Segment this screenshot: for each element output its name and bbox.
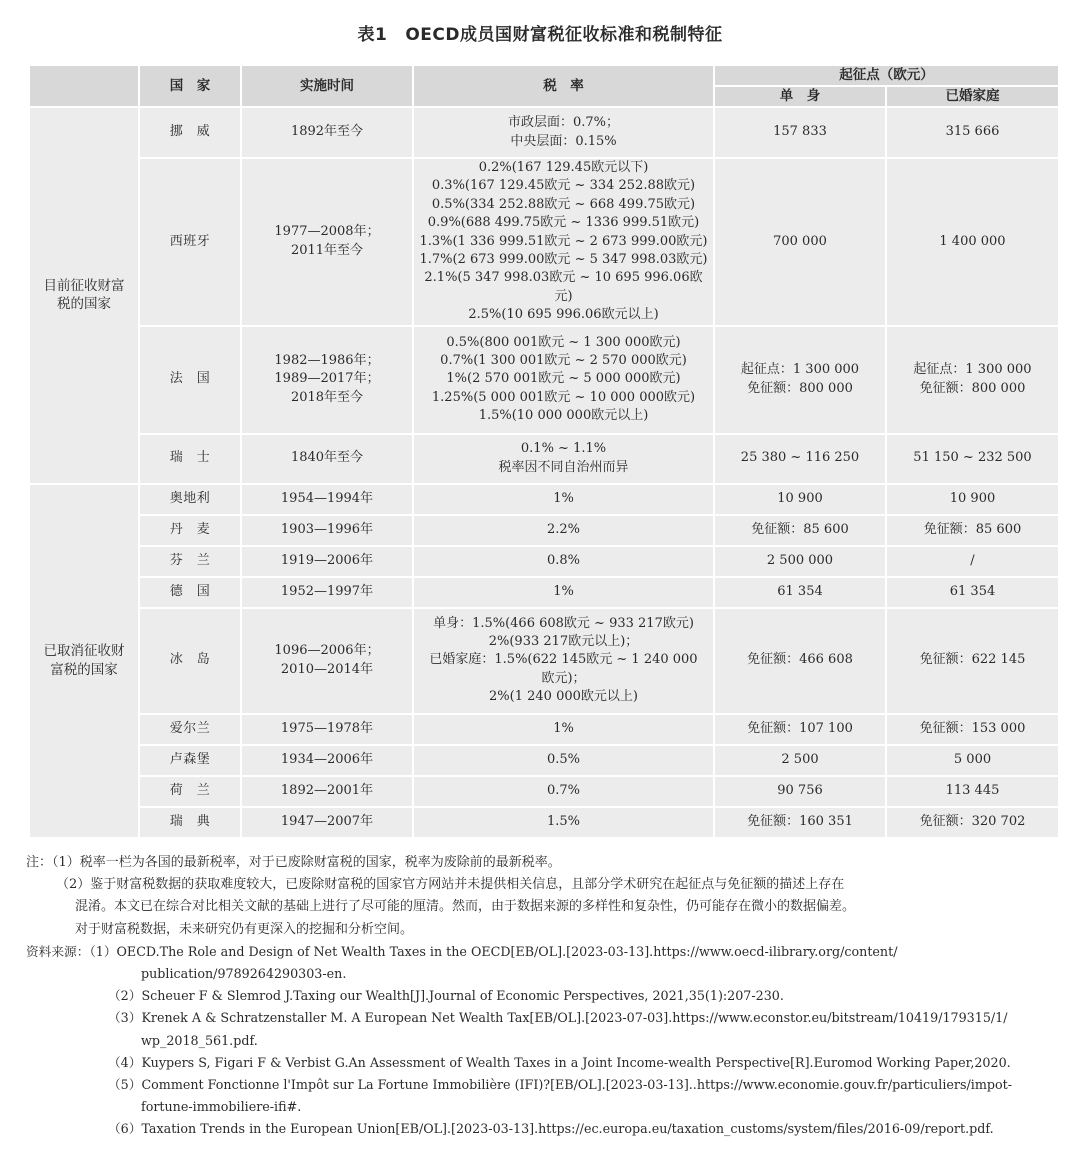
period-cell: 1982—1986年； 1989—2017年； 2018年至今	[241, 326, 413, 434]
table-row	[29, 745, 1059, 776]
country-cell: 爱尔兰	[139, 714, 241, 745]
note-2-line-1: （2）鉴于财富税数据的获取难度较大，已废除财富税的国家官方网站并未提供相关信息，且部分学术研究在起征点与免征额的描述上存在	[56, 877, 845, 893]
single-cell: 免征额：85 600	[714, 515, 886, 546]
rate-cell: 0.7%	[413, 776, 714, 807]
married-cell: /	[886, 546, 1059, 577]
country-cell: 丹 麦	[139, 515, 241, 546]
table-row	[29, 484, 1059, 515]
married-cell: 免征额：622 145	[886, 608, 1059, 714]
table-row	[29, 807, 1059, 838]
table-row	[29, 515, 1059, 546]
rate-cell: 1%	[413, 577, 714, 608]
header-rate: 税 率	[413, 65, 714, 107]
source-1-line-1: 资料来源：（1）OECD.The Role and Design of Net Wealth Taxes in the OECD[EB/OL].[2023-03-13].https://www.oecd-ilibrary.org/content/	[26, 943, 898, 959]
married-cell: 5 000	[886, 745, 1059, 776]
source-6: （6）Taxation Trends in the European Union[EB/OL].[2023-03-13].https://ec.europa.eu/taxation_customs/system/files/2016-09/report.pdf.	[108, 1121, 994, 1137]
single-cell: 免征额：466 608	[714, 608, 886, 714]
rate-cell: 0.2%(167 129.45欧元以下) 0.3%(167 129.45欧元 ~ 334 252.88欧元) 0.5%(334 252.88欧元 ~ 668 499.75欧元) 0.9%(688 499.75欧元 ~ 1336 999.51欧元) 1.3%(1 336 999.51欧元 ~ 2 673 999.00欧元) 1.7%(2 673 999.00欧元 ~ 5 347 998.03欧元) 2.1%(5 347 998.03欧元 ~ 10 695 996.06欧元) 2.5%(10 695 996.06欧元以上)	[413, 158, 714, 326]
table-row	[29, 158, 1059, 326]
table-row	[29, 326, 1059, 434]
table-row	[29, 546, 1059, 577]
rate-cell: 2.2%	[413, 515, 714, 546]
country-cell: 荷 兰	[139, 776, 241, 807]
note-1: 注：（1）税率一栏为各国的最新税率，对于已废除财富税的国家，税率为废除前的最新税率。	[26, 855, 561, 870]
married-cell: 免征额：85 600	[886, 515, 1059, 546]
note-2-line-2: 混淆。本文已在综合对比相关文献的基础上进行了尽可能的厘清。然而，由于数据来源的多样性和复杂性，仍可能存在微小的数据偏差。	[75, 899, 856, 915]
header-period: 实施时间	[241, 65, 413, 107]
married-cell: 免征额：153 000	[886, 714, 1059, 745]
single-cell: 起征点：1 300 000 免征额：800 000	[714, 326, 886, 434]
rate-cell: 0.5%(800 001欧元 ~ 1 300 000欧元) 0.7%(1 300 001欧元 ~ 2 570 000欧元) 1%(2 570 001欧元 ~ 5 000 000欧元) 1.25%(5 000 001欧元 ~ 10 000 000欧元) 1.5%(10 000 000欧元以上)	[413, 326, 714, 434]
period-cell: 1892—2001年	[241, 776, 413, 807]
table-row	[29, 714, 1059, 745]
header-country: 国 家	[139, 65, 241, 107]
wealth-tax-table	[28, 64, 1060, 839]
single-cell: 免征额：160 351	[714, 807, 886, 838]
period-cell: 1903—1996年	[241, 515, 413, 546]
single-cell: 700 000	[714, 158, 886, 326]
source-1-line-2: publication/9789264290303-en.	[141, 966, 347, 982]
married-cell: 113 445	[886, 776, 1059, 807]
period-cell: 1952—1997年	[241, 577, 413, 608]
married-cell: 10 900	[886, 484, 1059, 515]
country-cell: 挪 威	[139, 107, 241, 158]
rate-cell: 1%	[413, 714, 714, 745]
single-cell: 90 756	[714, 776, 886, 807]
period-cell: 1977—2008年； 2011年至今	[241, 158, 413, 326]
married-cell: 起征点：1 300 000 免征额：800 000	[886, 326, 1059, 434]
notes-section	[26, 852, 1066, 1141]
country-cell: 德 国	[139, 577, 241, 608]
table-row	[29, 776, 1059, 807]
country-cell: 瑞 典	[139, 807, 241, 838]
country-cell: 西班牙	[139, 158, 241, 326]
married-cell: 免征额：320 702	[886, 807, 1059, 838]
header-blank	[29, 65, 139, 107]
source-2: （2）Scheuer F & Slemrod J.Taxing our Wealth[J].Journal of Economic Perspectives, 2021,35(1):207-230.	[108, 988, 784, 1004]
period-cell: 1919—2006年	[241, 546, 413, 577]
country-cell: 卢森堡	[139, 745, 241, 776]
single-cell: 10 900	[714, 484, 886, 515]
married-cell: 51 150 ~ 232 500	[886, 434, 1059, 484]
rate-cell: 1.5%	[413, 807, 714, 838]
period-cell: 1947—2007年	[241, 807, 413, 838]
rate-cell: 0.1% ~ 1.1% 税率因不同自治州而异	[413, 434, 714, 484]
rate-cell: 1%	[413, 484, 714, 515]
rate-cell: 市政层面：0.7%； 中央层面：0.15%	[413, 107, 714, 158]
source-4: （4）Kuypers S, Figari F & Verbist G.An Assessment of Wealth Taxes in a Joint Income-wealth Perspective[R].Euromod Working Paper,2020.	[108, 1054, 1011, 1070]
source-5-line-2: fortune-immobiliere-ifi#.	[141, 1099, 302, 1115]
header-single: 单 身	[714, 86, 886, 107]
table-row	[29, 577, 1059, 608]
single-cell: 61 354	[714, 577, 886, 608]
period-cell: 1096—2006年； 2010—2014年	[241, 608, 413, 714]
single-cell: 25 380 ~ 116 250	[714, 434, 886, 484]
single-cell: 免征额：107 100	[714, 714, 886, 745]
period-cell: 1892年至今	[241, 107, 413, 158]
married-cell: 315 666	[886, 107, 1059, 158]
header-threshold: 起征点（欧元）	[714, 65, 1059, 86]
table-number: 表1	[357, 25, 388, 45]
rate-cell: 单身：1.5%(466 608欧元 ~ 933 217欧元) 2%(933 217欧元以上)； 已婚家庭：1.5%(622 145欧元 ~ 1 240 000 欧元)； 2%(1 240 000欧元以上)	[413, 608, 714, 714]
note-2-line-3: 对于财富税数据，未来研究仍有更深入的挖掘和分析空间。	[75, 921, 414, 937]
period-cell: 1840年至今	[241, 434, 413, 484]
table-row	[29, 434, 1059, 484]
single-cell: 2 500	[714, 745, 886, 776]
married-cell: 61 354	[886, 577, 1059, 608]
country-cell: 奥地利	[139, 484, 241, 515]
group-label-current: 目前征收财富 税的国家	[29, 107, 139, 484]
period-cell: 1934—2006年	[241, 745, 413, 776]
source-3-line-2: wp_2018_561.pdf.	[141, 1032, 258, 1048]
married-cell: 1 400 000	[886, 158, 1059, 326]
table-caption: OECD成员国财富税征收标准和税制特征	[405, 25, 723, 45]
rate-cell: 0.5%	[413, 745, 714, 776]
period-cell: 1954—1994年	[241, 484, 413, 515]
country-cell: 瑞 士	[139, 434, 241, 484]
source-5-line-1: （5）Comment Fonctionne l'Impôt sur La Fortune Immobilière (IFI)?[EB/OL].[2023-03-13]..https://www.economie.gouv.fr/particuliers/impot-	[108, 1077, 1013, 1093]
group-label-abolished: 已取消征收财 富税的国家	[29, 484, 139, 838]
country-cell: 冰 岛	[139, 608, 241, 714]
table-row	[29, 107, 1059, 158]
single-cell: 2 500 000	[714, 546, 886, 577]
single-cell: 157 833	[714, 107, 886, 158]
table-row	[29, 608, 1059, 714]
table-title	[0, 20, 1080, 45]
source-3-line-1: （3）Krenek A & Schratzenstaller M. A European Net Wealth Tax[EB/OL].[2023-07-03].https://www.econstor.eu/bitstream/10419/179315/1/	[108, 1010, 1008, 1026]
header-married: 已婚家庭	[886, 86, 1059, 107]
rate-cell: 0.8%	[413, 546, 714, 577]
country-cell: 芬 兰	[139, 546, 241, 577]
country-cell: 法 国	[139, 326, 241, 434]
period-cell: 1975—1978年	[241, 714, 413, 745]
